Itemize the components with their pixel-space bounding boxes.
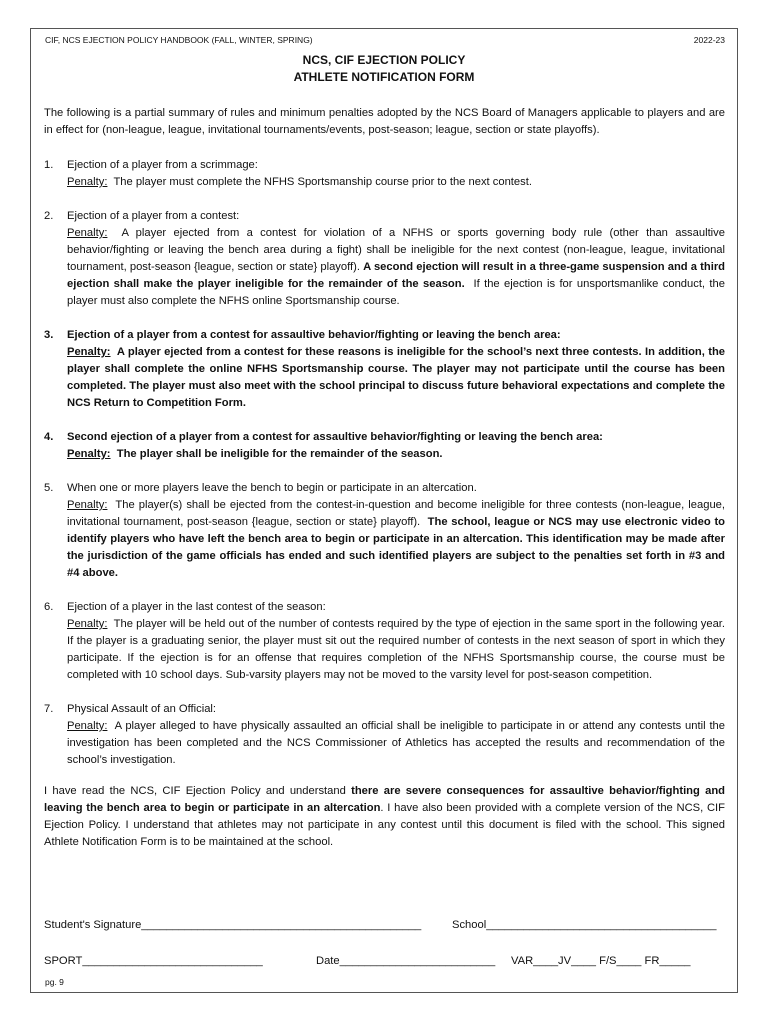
rule-item-2 <box>44 208 725 310</box>
level-fields[interactable]: VAR____JV____ F/S____ FR_____ <box>511 955 691 967</box>
student-signature-field[interactable]: Student's Signature_____________________________________________ <box>44 919 422 931</box>
rule-number: 1. <box>44 159 54 171</box>
penalty-label: Penalty: <box>67 227 108 239</box>
penalty-text: A player ejected from a contest for these reasons is ineligible for the school’s next three contests. In addition, the player shall complete the online NFHS Sportsmanship course. The player may not participate until the course has been completed. The player must also meet with the school principal to discuss future behavioral expectations and complete the NCS Return to Competition Form. <box>67 346 726 409</box>
rule-heading: Second ejection of a player from a contest for assaultive behavior/fighting or leaving the bench area: <box>67 431 603 443</box>
rule-heading: Ejection of a player from a contest for assaultive behavior/fighting or leaving the bench area: <box>67 329 561 341</box>
ack-tail-text: . I have also been provided with a complete version of the NCS, CIF Ejection Policy. I understand that athletes may not participate in any contest until this document is filed with the school. This signed Athlete Notification Form is to be maintained at the school. <box>44 802 726 848</box>
rule-penalty <box>67 616 725 684</box>
penalty-tail-text: If the ejection is for unsportsmanlike conduct, the player must also complete the NFHS online Sportsmanship course. <box>67 278 725 307</box>
rule-penalty <box>67 174 725 191</box>
rule-number: 2. <box>44 210 54 222</box>
penalty-bold-text: A second ejection will result in a three-game suspension and a third ejection shall make the player ineligible for the remainder of the season. <box>67 261 726 290</box>
rule-penalty <box>67 446 725 463</box>
rule-item-6 <box>44 599 725 684</box>
form-title: ATHLETE NOTIFICATION FORM <box>293 70 475 84</box>
rule-item-7 <box>44 701 725 769</box>
rule-number: 6. <box>44 601 54 613</box>
penalty-label: Penalty: <box>67 499 108 511</box>
rule-heading: Ejection of a player from a contest: <box>67 210 240 222</box>
penalty-text: A player ejected from a contest for violation of a NFHS or sports governing body rule (other than assaultive behavior/fighting or leaving the bench area during a fight) shall be ineligible for the next contest (non-league, league, invitational tournament, post-season {league, section or state} playoff). <box>67 227 725 273</box>
school-field[interactable]: School_____________________________________ <box>452 919 717 931</box>
penalty-label: Penalty: <box>67 176 108 188</box>
rule-number: 7. <box>44 703 54 715</box>
form-body <box>44 105 725 862</box>
ack-bold-text: there are severe consequences for assaultive behavior/fighting and leaving the bench area to begin or participate in an altercation <box>44 785 726 814</box>
penalty-label: Penalty: <box>67 618 108 630</box>
penalty-label: Penalty: <box>67 720 108 732</box>
page-number: pg. 9 <box>45 977 64 987</box>
rule-heading: Ejection of a player in the last contest of the season: <box>67 601 326 613</box>
rule-item-1 <box>44 157 725 191</box>
rule-item-5 <box>44 480 725 582</box>
ack-text: I have read the NCS, CIF Ejection Policy and understand <box>44 785 346 797</box>
penalty-label: Penalty: <box>67 346 111 358</box>
rule-penalty <box>67 225 725 310</box>
date-field[interactable]: Date_________________________ <box>316 955 496 967</box>
rule-heading: When one or more players leave the bench to begin or participate in an altercation. <box>67 482 477 494</box>
rule-heading: Physical Assault of an Official: <box>67 703 217 715</box>
handbook-title: CIF, NCS EJECTION POLICY HANDBOOK (FALL, WINTER, SPRING) <box>45 35 313 45</box>
intro-paragraph: The following is a partial summary of rules and minimum penalties adopted by the NCS Board of Managers applicable to players and are in effect for (non-league, league, invitational tournaments/events, post-season; league, section or state playoffs). <box>44 107 725 136</box>
penalty-text: The player must complete the NFHS Sportsmanship course prior to the next contest. <box>113 176 532 188</box>
rules-list <box>44 157 725 769</box>
policy-title: NCS, CIF EJECTION POLICY <box>302 53 466 67</box>
rule-number: 5. <box>44 482 54 494</box>
rule-item-3 <box>44 327 725 412</box>
penalty-text: A player alleged to have physically assaulted an official shall be ineligible to participate in or attend any contests until the investigation has been completed and the NCS Commissioner of Athletics has accepted the results and recommendation of the school’s investigation. <box>67 720 725 766</box>
rule-penalty <box>67 344 725 412</box>
penalty-text: The player(s) shall be ejected from the contest-in-question and become ineligible for three contests (non-league, league, invitational tournament, post-season {league, section or state} playoff). <box>67 499 725 528</box>
sport-field[interactable]: SPORT_____________________________ <box>44 955 263 967</box>
running-header <box>45 35 725 45</box>
penalty-bold-text: The school, league or NCS may use electronic video to identify players who have left the bench area to begin or participate in an altercation. This identification may be made after the jurisdiction of the game officials has ended and such identified players are subject to the penalties set forth in #3 and #4 above. <box>67 516 726 579</box>
rule-penalty <box>67 718 725 769</box>
penalty-label: Penalty: <box>67 448 111 460</box>
acknowledgement-paragraph <box>44 783 725 851</box>
school-year: 2022-23 <box>693 35 725 45</box>
rule-number: 4. <box>44 431 54 443</box>
rule-number: 3. <box>44 329 54 341</box>
rule-item-4 <box>44 429 725 463</box>
rule-heading: Ejection of a player from a scrimmage: <box>67 159 258 171</box>
rule-penalty <box>67 497 725 582</box>
penalty-text: The player shall be ineligible for the remainder of the season. <box>116 448 443 460</box>
penalty-text: The player will be held out of the number of contests required by the type of ejection in the same sport in the following year. If the player is a graduating senior, the player must sit out the required number of contests in the next season of sport in which they participate. If the ejection is for an offense that requires completion of the NFHS Sportsmanship course, the course must be completed with 10 school days. Sub-varsity players may not be moved to the varsity level for post-season competition. <box>67 618 726 681</box>
form-page <box>30 28 738 993</box>
